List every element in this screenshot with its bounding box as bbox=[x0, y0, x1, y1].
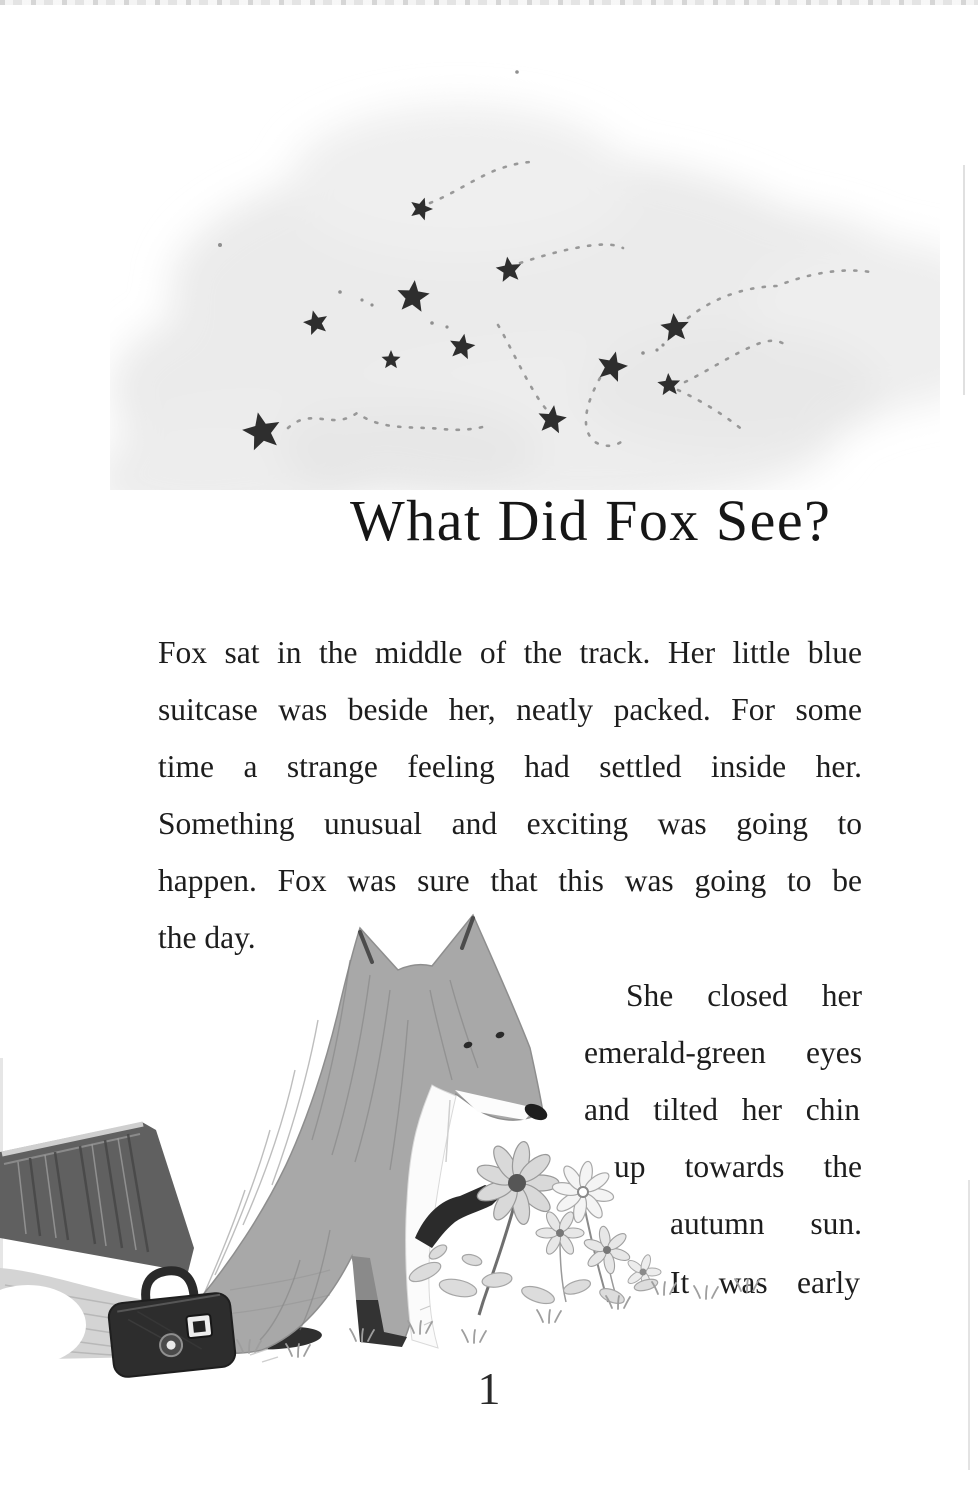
paragraph-line: Something unusual and exciting was going to bbox=[158, 806, 862, 841]
paragraph-line: She closed her bbox=[626, 978, 862, 1013]
page-number: 1 bbox=[477, 1363, 501, 1414]
paragraph-line: time a strange feeling had settled inside her. bbox=[158, 749, 862, 784]
paragraph-line: emerald-green eyes bbox=[584, 1035, 862, 1070]
paragraph-line: the day. bbox=[158, 920, 256, 955]
stars-illustration bbox=[110, 60, 940, 490]
paragraph-line: It was early bbox=[670, 1265, 860, 1300]
paragraph-line: and tilted her chin bbox=[584, 1092, 860, 1127]
tree-stump bbox=[0, 1122, 194, 1272]
cloud-wash bbox=[110, 105, 940, 490]
flower bbox=[551, 1160, 614, 1223]
paragraph-line: autumn sun. bbox=[670, 1206, 862, 1241]
fox-illustration bbox=[0, 900, 780, 1400]
page-scan-edge-right-upper bbox=[963, 165, 965, 395]
page-scan-edge-top bbox=[0, 0, 978, 5]
paragraph-line: up towards the bbox=[614, 1149, 862, 1184]
chapter-title: What Did Fox See? bbox=[350, 488, 832, 553]
paragraph-line: Fox sat in the middle of the track. Her little blue bbox=[158, 635, 862, 670]
page-scan-edge-right-lower bbox=[968, 1180, 970, 1470]
paragraph-line: happen. Fox was sure that this was going to be bbox=[158, 863, 862, 898]
paragraph-line: suitcase was beside her, neatly packed. For some bbox=[158, 692, 862, 727]
flower bbox=[475, 1140, 559, 1226]
